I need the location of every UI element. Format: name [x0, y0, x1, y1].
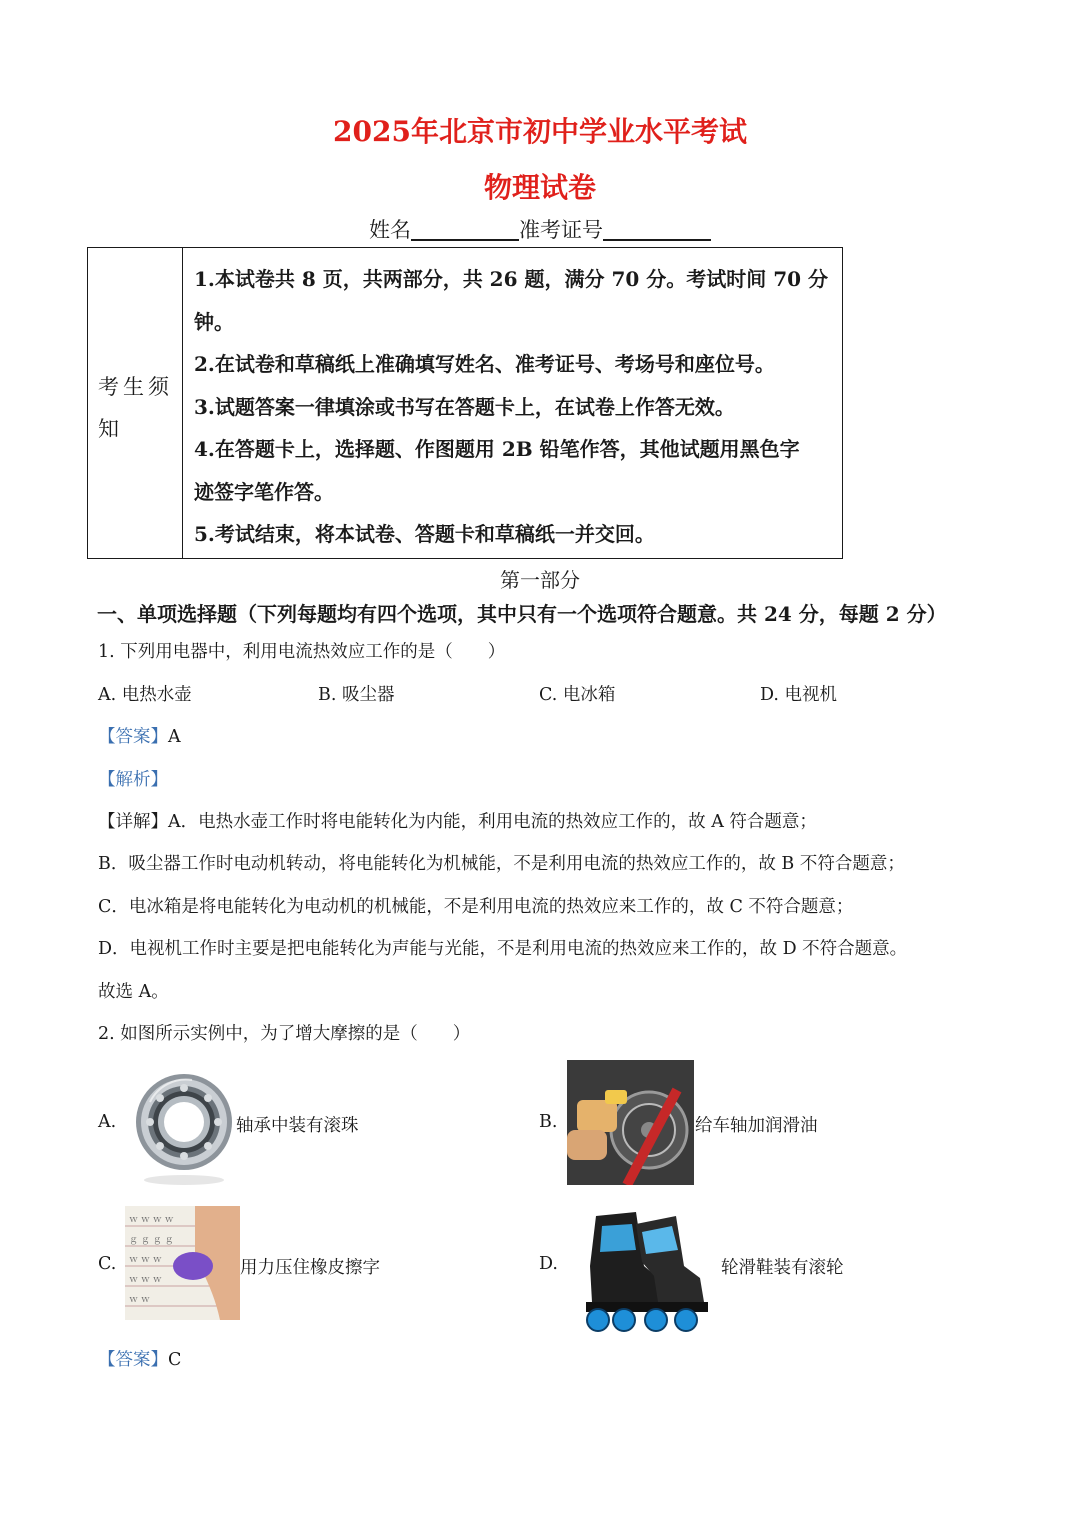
q2-answer — [98, 1346, 181, 1371]
answer-tag: 【答案】 — [98, 727, 168, 747]
q2-option-d-text: 轮滑鞋装有滚轮 — [721, 1258, 844, 1278]
q2-option-b-text: 给车轴加润滑油 — [695, 1116, 818, 1136]
q2-option-b-letter: B. — [539, 1112, 558, 1132]
detail-text: A．电热水壶工作时将电能转化为内能，利用电流的热效应工作的，故 A 符合题意； — [168, 812, 817, 832]
id-label: 准考证号 — [519, 218, 603, 242]
q1-detail-line: C．电冰箱是将电能转化为电动机的机械能，不是利用电流的热效应来工作的，故 C 不符合题意； — [98, 897, 854, 917]
q1-option-c: C. 电冰箱 — [539, 685, 616, 705]
notice-body — [194, 258, 834, 556]
id-blank — [603, 217, 711, 241]
notice-line: 5.考试结束，将本试卷、答题卡和草稿纸一并交回。 — [194, 522, 655, 546]
notice-line: 1.本试卷共 8 页，共两部分，共 26 题，满分 70 分。考试时间 70 分 — [194, 267, 828, 291]
notice-line: 4.在答题卡上，选择题、作图题用 2B 铅笔作答，其他试题用黑色字 — [194, 437, 800, 461]
exam-title: 2025年北京市初中学业水平考试 — [333, 115, 747, 148]
q2-option-c-letter: C. — [98, 1254, 117, 1274]
bearing-image — [132, 1062, 236, 1187]
q1-stem: 1. 下列用电器中，利用电流热效应工作的是（ ） — [98, 642, 506, 662]
name-label: 姓名 — [369, 218, 411, 242]
svg-text:ｗ ｗ ｗ: ｗ ｗ ｗ — [129, 1275, 162, 1285]
exam-subtitle: 物理试卷 — [483, 171, 596, 204]
notice-label: 考生须知 — [98, 375, 173, 441]
part-title: 第一部分 — [500, 568, 580, 592]
q1-option-d: D. 电视机 — [760, 685, 838, 705]
name-id-row — [0, 214, 1080, 244]
q1-detail-line — [98, 808, 817, 833]
svg-text:ｗ ｗ ｗ: ｗ ｗ ｗ — [129, 1255, 162, 1265]
q2-option-c-text: 用力压住橡皮擦字 — [240, 1258, 380, 1278]
notice-box — [87, 247, 843, 559]
eraser-image — [125, 1206, 240, 1320]
detail-tag: 【详解】 — [98, 812, 168, 832]
q1-answer — [98, 723, 181, 748]
name-blank — [411, 217, 519, 241]
notice-label-cell — [88, 248, 183, 558]
notice-line: 2.在试卷和草稿纸上准确填写姓名、准考证号、考场号和座位号。 — [194, 352, 775, 376]
q2-option-a-text: 轴承中装有滚珠 — [236, 1116, 359, 1136]
q1-detail-line: B．吸尘器工作时电动机转动，将电能转化为机械能，不是利用电流的热效应工作的，故 B 不符合题意； — [98, 854, 905, 874]
q1-detail-line: D．电视机工作时主要是把电能转化为声能与光能，不是利用电流的热效应来工作的，故 D 不符合题意。 — [98, 939, 908, 959]
bike-oil-image — [567, 1060, 694, 1185]
q1-option-a: A. 电热水壶 — [98, 685, 192, 705]
notice-line: 迹签字笔作答。 — [194, 479, 334, 504]
notice-line: 3.试题答案一律填涂或书写在答题卡上，在试卷上作答无效。 — [194, 394, 735, 419]
svg-text:ｗ ｗ: ｗ ｗ — [129, 1295, 150, 1305]
svg-text:ｗ ｗ ｗ ｗ: ｗ ｗ ｗ ｗ — [129, 1215, 174, 1225]
q2-option-a-letter: A. — [98, 1112, 117, 1132]
answer-tag: 【答案】 — [98, 1350, 168, 1370]
answer-value: C — [168, 1350, 182, 1370]
q1-option-b: B. 吸尘器 — [318, 685, 395, 705]
q2-option-d-letter: D. — [539, 1254, 558, 1274]
svg-text:ｇ ｇ ｇ ｇ: ｇ ｇ ｇ ｇ — [129, 1235, 174, 1245]
q1-analysis-tag: 【解析】 — [98, 770, 168, 790]
inline-skate-image — [566, 1206, 716, 1334]
notice-line: 钟。 — [194, 309, 234, 334]
q1-conclusion: 故选 A。 — [98, 982, 169, 1002]
section-title: 一、单项选择题（下列每题均有四个选项，其中只有一个选项符合题意。共 24 分，每题 2 分） — [97, 602, 947, 626]
q2-stem: 2. 如图所示实例中，为了增大摩擦的是（ ） — [98, 1024, 471, 1044]
answer-value: A — [168, 727, 181, 747]
